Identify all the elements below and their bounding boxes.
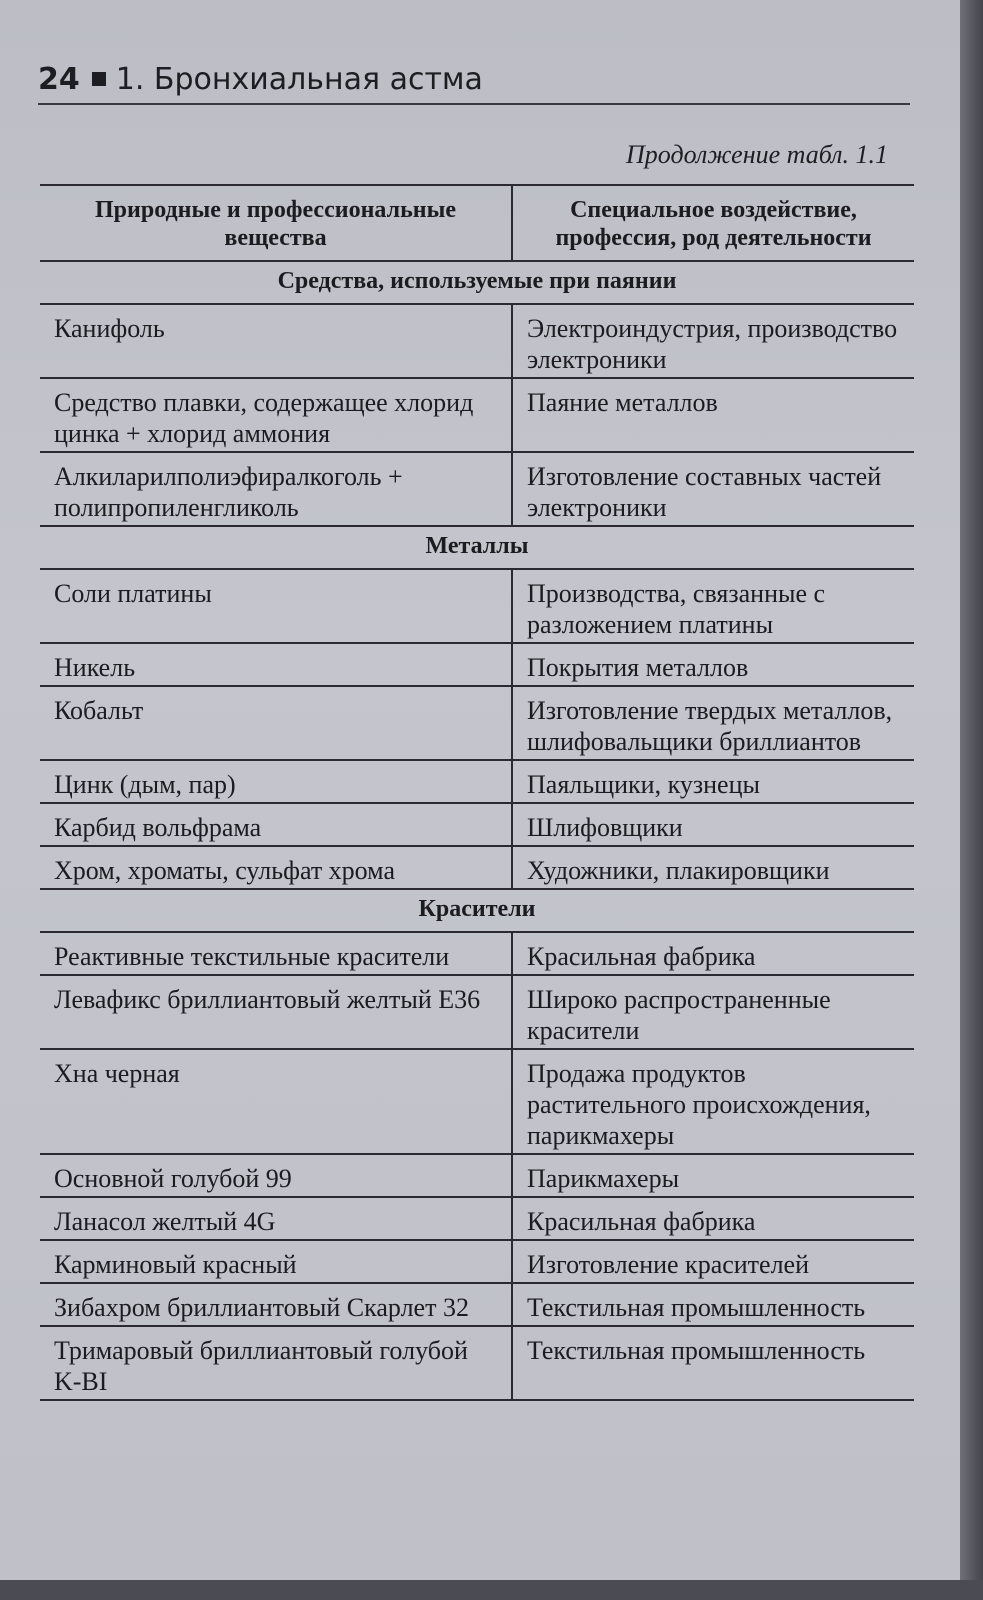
table-row xyxy=(40,304,914,378)
substance-cell: Канифоль xyxy=(40,304,512,378)
chapter-title: 1. Бронхиальная астма xyxy=(115,62,483,97)
section-header-row xyxy=(40,526,914,569)
column-header-occupation: Специальное воздействие, профессия, род деятельности xyxy=(512,185,914,261)
occupation-cell: Изготовление составных частей электроники xyxy=(512,452,914,526)
table-row xyxy=(40,1154,914,1197)
table-continuation-note: Продолжение табл. 1.1 xyxy=(626,140,888,169)
table-row xyxy=(40,932,914,975)
running-head xyxy=(38,62,910,105)
table-row xyxy=(40,1049,914,1154)
table-body xyxy=(40,261,914,1400)
occupation-cell: Шлифовщики xyxy=(512,803,914,846)
occupation-cell: Красильная фабрика xyxy=(512,1197,914,1240)
table-row xyxy=(40,1240,914,1283)
substance-cell: Средство плавки, содержащее хлорид цинка + хлорид аммония xyxy=(40,378,512,452)
occupation-cell: Паяльщики, кузнецы xyxy=(512,760,914,803)
substance-cell: Тримаровый бриллиантовый голубой K-BI xyxy=(40,1326,512,1400)
section-title: Средства, используемые при паянии xyxy=(40,261,914,304)
table-row xyxy=(40,760,914,803)
section-title: Металлы xyxy=(40,526,914,569)
table-row xyxy=(40,452,914,526)
substance-cell: Зибахром бриллиантовый Скарлет 32 xyxy=(40,1283,512,1326)
substance-cell: Никель xyxy=(40,643,512,686)
substance-cell: Основной голубой 99 xyxy=(40,1154,512,1197)
substance-cell: Кобальт xyxy=(40,686,512,760)
substance-cell: Карминовый красный xyxy=(40,1240,512,1283)
table-row xyxy=(40,643,914,686)
substance-cell: Алкиларилполиэфиралкоголь + полипропиленгликоль xyxy=(40,452,512,526)
occupation-cell: Парикмахеры xyxy=(512,1154,914,1197)
table-row xyxy=(40,686,914,760)
occupation-cell: Изготовление твердых металлов, шлифовальщики бриллиантов xyxy=(512,686,914,760)
table-row xyxy=(40,975,914,1049)
substances-table xyxy=(40,184,914,1401)
table-row xyxy=(40,378,914,452)
substance-cell: Хром, хроматы, сульфат хрома xyxy=(40,846,512,889)
occupation-cell: Продажа продуктов растительного происхождения, парикмахеры xyxy=(512,1049,914,1154)
occupation-cell: Художники, плакировщики xyxy=(512,846,914,889)
substance-cell: Карбид вольфрама xyxy=(40,803,512,846)
table-row xyxy=(40,569,914,643)
occupation-cell: Покрытия металлов xyxy=(512,643,914,686)
substance-cell: Левафикс бриллиантовый желтый Е36 xyxy=(40,975,512,1049)
square-bullet-icon xyxy=(92,72,106,86)
table-row xyxy=(40,1283,914,1326)
occupation-cell: Красильная фабрика xyxy=(512,932,914,975)
section-header-row xyxy=(40,889,914,932)
substance-cell: Цинк (дым, пар) xyxy=(40,760,512,803)
table-row xyxy=(40,1326,914,1400)
section-header-row xyxy=(40,261,914,304)
occupation-cell: Широко распространенные красители xyxy=(512,975,914,1049)
occupation-cell: Текстильная промышленность xyxy=(512,1283,914,1326)
substance-cell: Соли платины xyxy=(40,569,512,643)
occupation-cell: Текстильная промышленность xyxy=(512,1326,914,1400)
table-row xyxy=(40,803,914,846)
page-bottom-edge xyxy=(0,1580,983,1600)
occupation-cell: Производства, связанные с разложением платины xyxy=(512,569,914,643)
table-row xyxy=(40,846,914,889)
occupation-cell: Паяние металлов xyxy=(512,378,914,452)
table-header-row xyxy=(40,185,914,261)
book-spine xyxy=(960,0,983,1600)
section-title: Красители xyxy=(40,889,914,932)
substance-cell: Хна черная xyxy=(40,1049,512,1154)
occupation-cell: Электроиндустрия, производство электроники xyxy=(512,304,914,378)
occupation-cell: Изготовление красителей xyxy=(512,1240,914,1283)
table-row xyxy=(40,1197,914,1240)
substance-cell: Реактивные текстильные красители xyxy=(40,932,512,975)
substance-cell: Ланасол желтый 4G xyxy=(40,1197,512,1240)
page-number: 24 xyxy=(38,62,80,97)
column-header-substances: Природные и профессиональные вещества xyxy=(40,185,512,261)
